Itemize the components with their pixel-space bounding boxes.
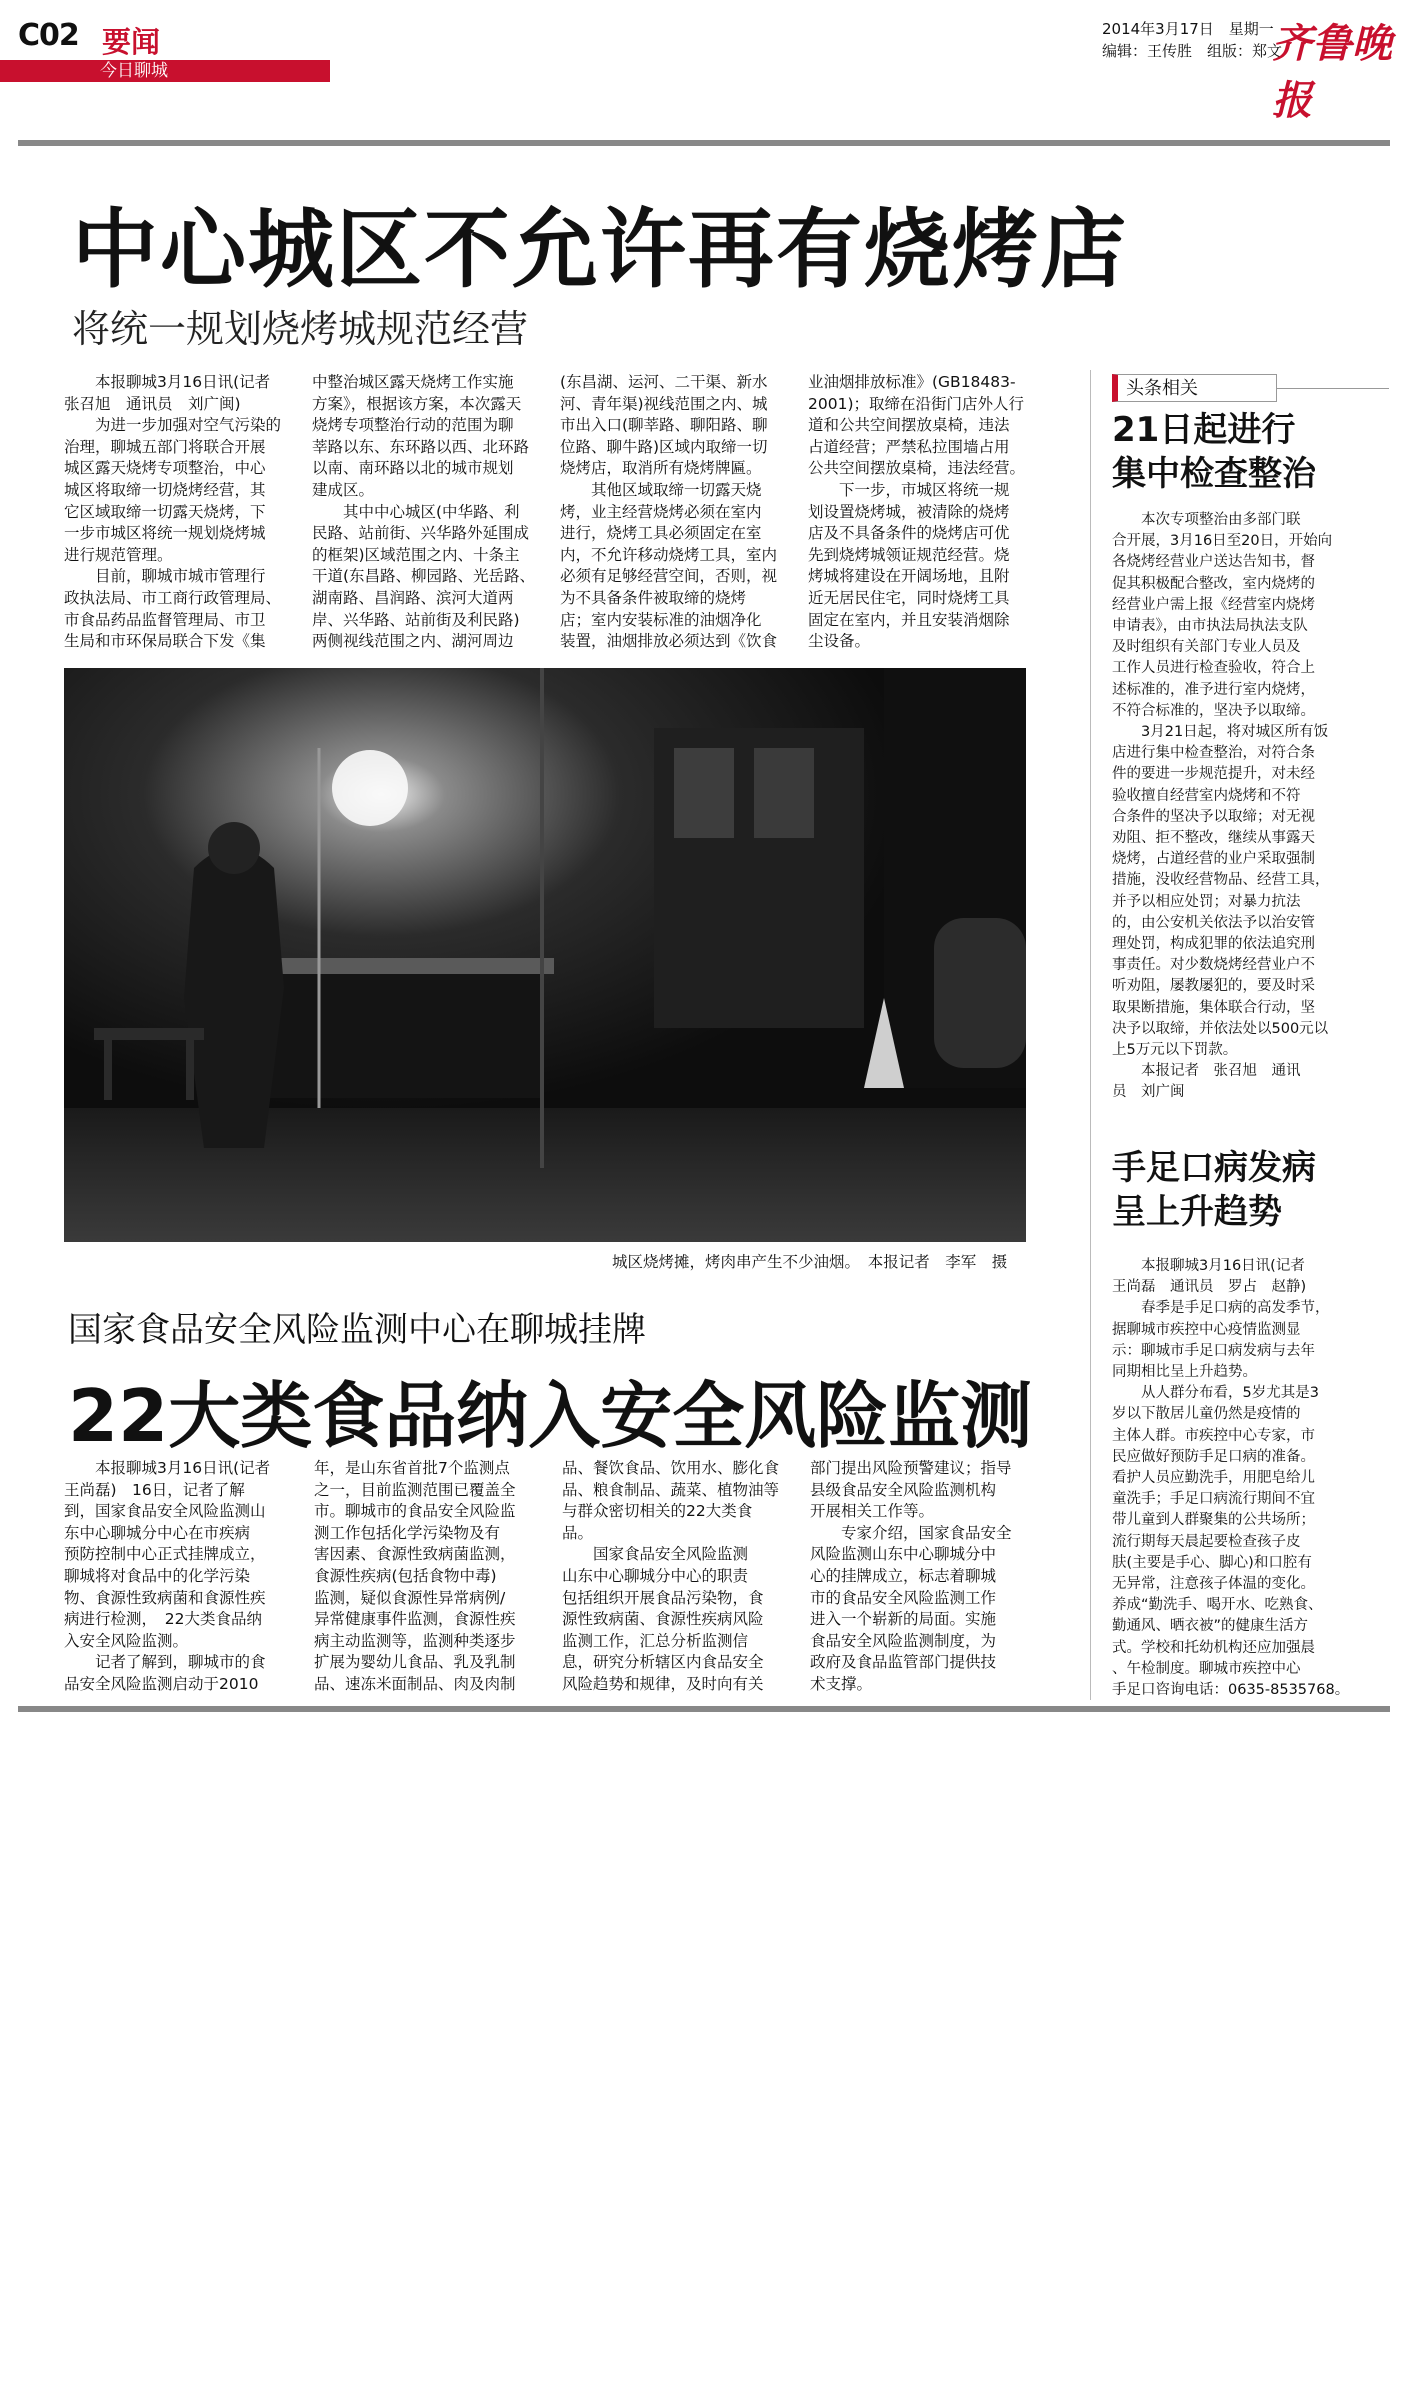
sidebar-body-1: 本次专项整治由多部门联 合开展，3月16日至20日，开始向 各烧烤经营业户送达告知书，督 促其积极配合整改，室内烧烤的 经营业户需上报《经营室内烧烤 申请表》，由市执法局执法支队 及时组织有关部门专业人员及 工作人员进行检查验收，符合上 述标准的，准予进行室内烧烤， 不符合标准的，坚决予以取缔。 3月21日起，将对城区所有饭 店进行集中检查整治，对符合条 件的要进一步规范提升，对未经 验收擅自经营室内烧烤和不符 合条件的坚决予以取缔；对无视 劝阻、拒不整改，继续从事露天 烧烤，占道经营的业户采取强制 措施，没收经营物品、经营工具， 并予以相应处罚；对暴力抗法 的，由公安机关依法予以治安管 理处罚，构成犯罪的依法追究刑 事责任。对少数烧烤经营业户不 听劝阻，屡教屡犯的，要及时采 取果断措施，集体联合行动，坚 决予以取缔，并依法处以500元以 上5万元以下罚款。 本报记者 张召旭 通讯 员 刘广闽: [1112, 512, 1333, 1101]
photo-caption: 城区烧烤摊，烤肉串产生不少油烟。 本报记者 李军 摄: [612, 1253, 1008, 1271]
story2-kicker: 国家食品安全风险监测中心在聊城挂牌: [68, 1310, 646, 1350]
editors-credit: 编辑：王传胜 组版：郑文: [1102, 42, 1283, 60]
section-title: 要闻: [102, 25, 161, 59]
newspaper-logo: 齐鲁晚报: [1272, 20, 1392, 124]
barbecue-stall-photo: [64, 668, 1026, 1242]
subsection-title: 今日聊城: [100, 61, 168, 81]
related-tag: 头条相关: [1112, 374, 1277, 402]
page-code: C02: [18, 18, 79, 53]
related-tag-rule: [1277, 388, 1389, 389]
main-subheadline: 将统一规划烧烤城规范经营: [72, 307, 529, 351]
main-column-1: 本报聊城3月16日讯(记者 张召旭 通讯员 刘广闽) 为进一步加强对空气污染的 治理，聊城五部门将联合开展 城区露天烧烤专项整治，中心 城区将取缔一切烧烤经营，其 它区域取缔一切露天烧烤，下 一步市城区将统一规划烧烤城 进行规范管理。 目前，聊城市城市管理行 政执法局、市工商行政管理局、 市食品药品监督管理局、市卫 生局和市环保局联合下发《集: [64, 373, 282, 651]
story2-column-1: 本报聊城3月16日讯(记者 王尚磊) 16日，记者了解 到，国家食品安全风险监测山 东中心聊城分中心在市疾病 预防控制中心正式挂牌成立， 聊城将对食品中的化学污染 物、食源性致病菌和食源性疾 病进行检测， 22大类食品纳 入安全风险监测。 记者了解到，聊城市的食 品安全风险监测启动于2010: [64, 1459, 271, 1693]
story2-column-4: 部门提出风险预警建议；指导 县级食品安全风险监测机构 开展相关工作等。 专家介绍，国家食品安全 风险监测山东中心聊城分中 心的挂牌成立，标志着聊城 市的食品安全风险监测工作 进入一个崭新的局面。实施 食品安全风险监测制度，为 政府及食品监管部门提供技 术支撑。: [810, 1459, 1012, 1693]
story2-headline: 22大类食品纳入安全风险监测: [68, 1374, 1033, 1458]
story2-column-2: 年，是山东省首批7个监测点 之一，目前监测范围已覆盖全 市。聊城市的食品安全风险监 测工作包括化学污染物及有 害因素、食源性致病菌监测， 食源性疾病(包括食物中毒) 监测，疑似食源性异常病例/ 异常健康事件监测，食源性疾 病主动监测等，监测种类逐步 扩展为婴幼儿食品、乳及乳制 品、速冻米面制品、肉及肉制: [314, 1459, 516, 1693]
main-column-2: 中整治城区露天烧烤工作实施 方案》，根据该方案，本次露天 烧烤专项整治行动的范围为聊 莘路以东、东环路以西、北环路 以南、南环路以北的城市规划 建成区。 其中中心城区(中华路、利 民路、站前街、兴华路外延围成 的框架)区域范围之内、十条主 干道(东昌路、柳园路、光岳路、 湖南路、昌润路、滨河大道两 岸、兴华路、站前街及利民路) 两侧视线范围之内、湖河周边: [312, 373, 536, 651]
top-divider: [18, 140, 1390, 146]
sidebar-body-2: 本报聊城3月16日讯(记者 王尚磊 通讯员 罗占 赵静) 春季是手足口病的高发季节， 据聊城市疾控中心疫情监测显 示：聊城市手足口病发病与去年 同期相比呈上升趋势。 从人群分布看，5岁尤其是3 岁以下散居儿童仍然是疫情的 主体人群。市疾控中心专家，市 民应做好预防手足口病的准备。 看护人员应勤洗手，用肥皂给儿 童洗手；手足口病流行期间不宜 带儿童到人群聚集的公共场所； 流行期每天晨起要检查孩子皮 肤(主要是手心、脚心)和口腔有 无异常，注意孩子体温的变化。 养成“勤洗手、喝开水、吃熟食、 勤通风、晒衣被”的健康生活方 式。学校和托幼机构还应加强晨 、午检制度。聊城市疾控中心 手足口咨询电话：0635-8535768。: [1112, 1258, 1350, 1699]
issue-date: 2014年3月17日 星期一: [1102, 20, 1274, 38]
bottom-divider: [18, 1706, 1390, 1712]
sidebar-divider: [1090, 370, 1091, 1700]
main-headline: 中心城区不允许再有烧烤店: [72, 200, 1128, 300]
main-column-3: (东昌湖、运河、二干渠、新水 河、青年渠)视线范围之内、城 市出入口(聊莘路、聊阳路、聊 位路、聊牛路)区域内取缔一切 烧烤店，取消所有烧烤牌匾。 其他区域取缔一切露天烧 烤，业主经营烧烤必须在室内 进行，烧烤工具必须固定在室 内，不允许移动烧烤工具，室内 必须有足够经营空间，否则，视 为不具备条件被取缔的烧烤 店；室内安装标准的油烟净化 装置，油烟排放必须达到《饮食: [560, 373, 778, 651]
sidebar-headline-2: 手足口病发病 呈上升趋势: [1112, 1148, 1316, 1232]
main-column-4: 业油烟排放标准》(GB18483- 2001)；取缔在沿街门店外人行 道和公共空间摆放桌椅，违法 占道经营；严禁私拉围墙占用 公共空间摆放桌椅，违法经营。 下一步，市城区将统一规 划设置烧烤城，被清除的烧烤 店及不具备条件的烧烤店可优 先到烧烤城领证规范经营。烧 烤城将建设在开阔场地，且附 近无居民住宅，同时烧烤工具 固定在室内，并且安装消烟除 尘设备。: [808, 373, 1026, 651]
sidebar-headline-1: 21日起进行 集中检查整治: [1112, 410, 1316, 494]
story2-column-3: 品、餐饮食品、饮用水、膨化食 品、粮食制品、蔬菜、植物油等 与群众密切相关的22大类食 品。 国家食品安全风险监测 山东中心聊城分中心的职责 包括组织开展食品污染物，食 源性致病菌、食源性疾病风险 监测工作，汇总分析监测信 息，研究分析辖区内食品安全 风险趋势和规律，及时向有关: [562, 1459, 780, 1693]
